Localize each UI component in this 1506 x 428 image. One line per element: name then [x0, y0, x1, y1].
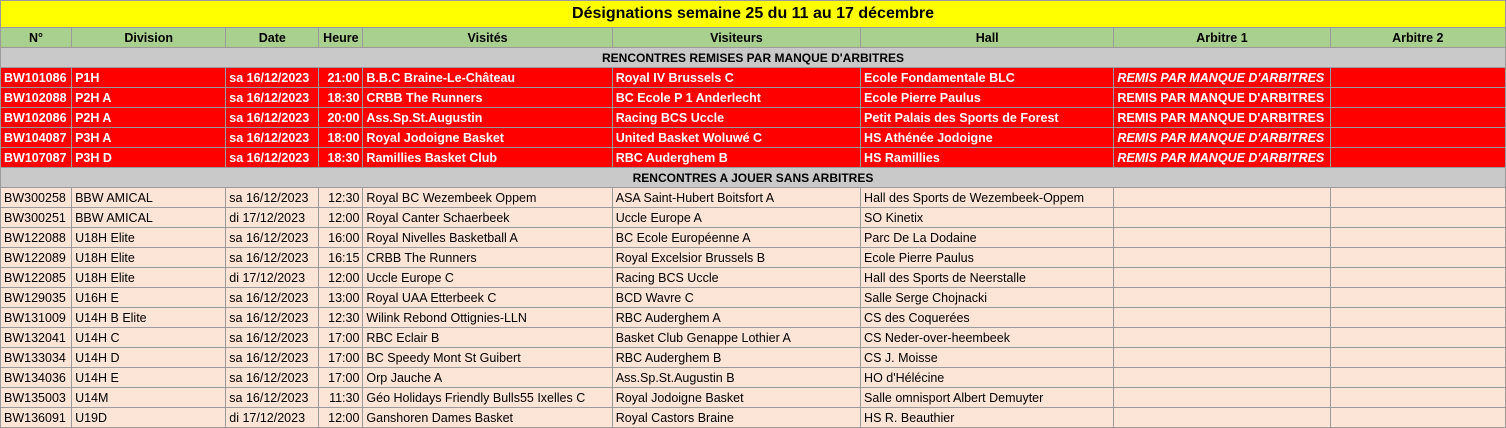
cell-visiteurs: Racing BCS Uccle: [612, 268, 860, 288]
cell-heure: 12:00: [319, 208, 363, 228]
cell-visiteurs: Uccle Europe A: [612, 208, 860, 228]
col-header-num: N°: [1, 28, 72, 48]
cell-visiteurs: Royal Jodoigne Basket: [612, 388, 860, 408]
cell-division: BBW AMICAL: [72, 208, 226, 228]
cell-num: BW132041: [1, 328, 72, 348]
cell-date: di 17/12/2023: [226, 208, 319, 228]
cell-date: di 17/12/2023: [226, 268, 319, 288]
match-row: [1, 228, 1506, 248]
cell-hall: Ecole Pierre Paulus: [861, 88, 1114, 108]
cell-date: di 17/12/2023: [226, 408, 319, 428]
cell-visiteurs: Royal IV Brussels C: [612, 68, 860, 88]
cell-visites: BC Speedy Mont St Guibert: [363, 348, 612, 368]
cell-visiteurs: Ass.Sp.St.Augustin B: [612, 368, 860, 388]
match-row: [1, 328, 1506, 348]
cell-visiteurs: ASA Saint-Hubert Boitsfort A: [612, 188, 860, 208]
cell-heure: 18:30: [319, 148, 363, 168]
match-row: [1, 248, 1506, 268]
cell-arbitre1: [1114, 328, 1330, 348]
cell-heure: 16:15: [319, 248, 363, 268]
cell-visiteurs: RBC Auderghem A: [612, 308, 860, 328]
cell-heure: 21:00: [319, 68, 363, 88]
cell-num: BW122089: [1, 248, 72, 268]
cell-date: sa 16/12/2023: [226, 328, 319, 348]
cell-num: BW135003: [1, 388, 72, 408]
cell-heure: 13:00: [319, 288, 363, 308]
cell-arbitre1: [1114, 368, 1330, 388]
cell-arbitre1: [1114, 408, 1330, 428]
cell-arbitre1: REMIS PAR MANQUE D'ARBITRES: [1114, 128, 1330, 148]
cell-hall: CS des Coquerées: [861, 308, 1114, 328]
cell-num: BW129035: [1, 288, 72, 308]
cell-num: BW136091: [1, 408, 72, 428]
cell-visiteurs: BC Ecole Européenne A: [612, 228, 860, 248]
cell-arbitre1: REMIS PAR MANQUE D'ARBITRES: [1114, 88, 1330, 108]
cell-visiteurs: BCD Wavre C: [612, 288, 860, 308]
col-header-heure: Heure: [319, 28, 363, 48]
col-header-hall: Hall: [861, 28, 1114, 48]
cell-num: BW102086: [1, 108, 72, 128]
cell-visites: Royal UAA Etterbeek C: [363, 288, 612, 308]
section-remises-title: RENCONTRES REMISES PAR MANQUE D'ARBITRES: [1, 48, 1506, 68]
cell-arbitre2: [1330, 328, 1505, 348]
cell-num: BW133034: [1, 348, 72, 368]
cell-heure: 20:00: [319, 108, 363, 128]
cell-division: P2H A: [72, 108, 226, 128]
match-row: [1, 268, 1506, 288]
remis-row: [1, 108, 1506, 128]
cell-hall: CS J. Moisse: [861, 348, 1114, 368]
cell-division: BBW AMICAL: [72, 188, 226, 208]
cell-arbitre2: [1330, 68, 1505, 88]
match-row: [1, 368, 1506, 388]
cell-arbitre2: [1330, 188, 1505, 208]
section-remises-row: [1, 48, 1506, 68]
page-title: Désignations semaine 25 du 11 au 17 décembre: [1, 1, 1506, 28]
cell-visites: Royal Nivelles Basketball A: [363, 228, 612, 248]
cell-division: U14M: [72, 388, 226, 408]
cell-division: U19D: [72, 408, 226, 428]
cell-arbitre2: [1330, 308, 1505, 328]
cell-arbitre1: [1114, 228, 1330, 248]
remis-row: [1, 128, 1506, 148]
cell-visites: Géo Holidays Friendly Bulls55 Ixelles C: [363, 388, 612, 408]
cell-visites: Uccle Europe C: [363, 268, 612, 288]
match-row: [1, 308, 1506, 328]
cell-date: sa 16/12/2023: [226, 348, 319, 368]
cell-num: BW104087: [1, 128, 72, 148]
cell-num: BW107087: [1, 148, 72, 168]
cell-date: sa 16/12/2023: [226, 188, 319, 208]
cell-visiteurs: Royal Excelsior Brussels B: [612, 248, 860, 268]
cell-arbitre1: REMIS PAR MANQUE D'ARBITRES: [1114, 108, 1330, 128]
col-header-visites: Visités: [363, 28, 612, 48]
cell-arbitre1: [1114, 348, 1330, 368]
cell-num: BW131009: [1, 308, 72, 328]
cell-heure: 12:30: [319, 308, 363, 328]
cell-arbitre2: [1330, 128, 1505, 148]
cell-hall: HS Ramillies: [861, 148, 1114, 168]
cell-arbitre2: [1330, 348, 1505, 368]
cell-date: sa 16/12/2023: [226, 368, 319, 388]
cell-arbitre2: [1330, 408, 1505, 428]
cell-arbitre2: [1330, 148, 1505, 168]
cell-division: U18H Elite: [72, 228, 226, 248]
cell-visiteurs: Basket Club Genappe Lothier A: [612, 328, 860, 348]
cell-heure: 11:30: [319, 388, 363, 408]
cell-division: U14H D: [72, 348, 226, 368]
cell-arbitre1: [1114, 208, 1330, 228]
cell-arbitre1: [1114, 188, 1330, 208]
cell-heure: 17:00: [319, 348, 363, 368]
cell-date: sa 16/12/2023: [226, 88, 319, 108]
remis-row: [1, 148, 1506, 168]
cell-heure: 12:00: [319, 268, 363, 288]
cell-arbitre2: [1330, 288, 1505, 308]
match-row: [1, 388, 1506, 408]
col-header-arbitre1: Arbitre 1: [1114, 28, 1330, 48]
cell-visites: CRBB The Runners: [363, 248, 612, 268]
col-header-division: Division: [72, 28, 226, 48]
cell-arbitre2: [1330, 88, 1505, 108]
header-row: [1, 28, 1506, 48]
cell-num: BW101086: [1, 68, 72, 88]
cell-arbitre2: [1330, 228, 1505, 248]
cell-division: P3H D: [72, 148, 226, 168]
cell-num: BW102088: [1, 88, 72, 108]
cell-visiteurs: BC Ecole P 1 Anderlecht: [612, 88, 860, 108]
cell-arbitre1: [1114, 308, 1330, 328]
cell-arbitre2: [1330, 368, 1505, 388]
cell-division: U14H C: [72, 328, 226, 348]
cell-visites: RBC Eclair B: [363, 328, 612, 348]
remis-row: [1, 68, 1506, 88]
cell-date: sa 16/12/2023: [226, 308, 319, 328]
col-header-visiteurs: Visiteurs: [612, 28, 860, 48]
cell-arbitre1: REMIS PAR MANQUE D'ARBITRES: [1114, 68, 1330, 88]
cell-date: sa 16/12/2023: [226, 68, 319, 88]
section-sans-arbitres-row: [1, 168, 1506, 188]
cell-arbitre1: [1114, 248, 1330, 268]
cell-division: U18H Elite: [72, 268, 226, 288]
cell-hall: Salle omnisport Albert Demuyter: [861, 388, 1114, 408]
cell-visites: Ass.Sp.St.Augustin: [363, 108, 612, 128]
cell-hall: HS R. Beauthier: [861, 408, 1114, 428]
cell-arbitre2: [1330, 208, 1505, 228]
cell-num: BW134036: [1, 368, 72, 388]
cell-date: sa 16/12/2023: [226, 388, 319, 408]
cell-visites: Ganshoren Dames Basket: [363, 408, 612, 428]
cell-heure: 16:00: [319, 228, 363, 248]
cell-division: P3H A: [72, 128, 226, 148]
cell-hall: Ecole Fondamentale BLC: [861, 68, 1114, 88]
match-row: [1, 348, 1506, 368]
cell-visiteurs: United Basket Woluwé C: [612, 128, 860, 148]
col-header-date: Date: [226, 28, 319, 48]
cell-date: sa 16/12/2023: [226, 228, 319, 248]
cell-visites: CRBB The Runners: [363, 88, 612, 108]
title-row: [1, 1, 1506, 28]
section-sans-arbitres-title: RENCONTRES A JOUER SANS ARBITRES: [1, 168, 1506, 188]
cell-date: sa 16/12/2023: [226, 248, 319, 268]
cell-visites: B.B.C Braine-Le-Château: [363, 68, 612, 88]
cell-hall: Hall des Sports de Neerstalle: [861, 268, 1114, 288]
cell-arbitre2: [1330, 388, 1505, 408]
cell-visites: Royal Jodoigne Basket: [363, 128, 612, 148]
cell-date: sa 16/12/2023: [226, 128, 319, 148]
cell-visites: Orp Jauche A: [363, 368, 612, 388]
cell-heure: 18:30: [319, 88, 363, 108]
cell-visites: Wilink Rebond Ottignies-LLN: [363, 308, 612, 328]
cell-hall: SO Kinetix: [861, 208, 1114, 228]
cell-division: U18H Elite: [72, 248, 226, 268]
cell-hall: Salle Serge Chojnacki: [861, 288, 1114, 308]
cell-arbitre2: [1330, 268, 1505, 288]
match-row: [1, 188, 1506, 208]
col-header-arbitre2: Arbitre 2: [1330, 28, 1505, 48]
cell-date: sa 16/12/2023: [226, 148, 319, 168]
cell-heure: 17:00: [319, 368, 363, 388]
cell-division: P2H A: [72, 88, 226, 108]
cell-heure: 18:00: [319, 128, 363, 148]
cell-division: U14H B Elite: [72, 308, 226, 328]
match-row: [1, 208, 1506, 228]
cell-arbitre1: [1114, 388, 1330, 408]
cell-visiteurs: Royal Castors Braine: [612, 408, 860, 428]
cell-arbitre2: [1330, 108, 1505, 128]
cell-visiteurs: RBC Auderghem B: [612, 348, 860, 368]
cell-date: sa 16/12/2023: [226, 288, 319, 308]
cell-arbitre1: [1114, 268, 1330, 288]
match-row: [1, 408, 1506, 428]
cell-date: sa 16/12/2023: [226, 108, 319, 128]
cell-division: U16H E: [72, 288, 226, 308]
cell-num: BW300251: [1, 208, 72, 228]
cell-arbitre1: REMIS PAR MANQUE D'ARBITRES: [1114, 148, 1330, 168]
cell-num: BW122088: [1, 228, 72, 248]
cell-heure: 12:00: [319, 408, 363, 428]
cell-hall: HO d'Hélécine: [861, 368, 1114, 388]
cell-hall: Petit Palais des Sports de Forest: [861, 108, 1114, 128]
match-row: [1, 288, 1506, 308]
cell-hall: HS Athénée Jodoigne: [861, 128, 1114, 148]
cell-visites: Ramillies Basket Club: [363, 148, 612, 168]
cell-hall: CS Neder-over-heembeek: [861, 328, 1114, 348]
cell-division: P1H: [72, 68, 226, 88]
cell-arbitre2: [1330, 248, 1505, 268]
cell-heure: 12:30: [319, 188, 363, 208]
cell-arbitre1: [1114, 288, 1330, 308]
cell-hall: Parc De La Dodaine: [861, 228, 1114, 248]
cell-num: BW300258: [1, 188, 72, 208]
cell-hall: Ecole Pierre Paulus: [861, 248, 1114, 268]
cell-visites: Royal Canter Schaerbeek: [363, 208, 612, 228]
cell-division: U14H E: [72, 368, 226, 388]
cell-heure: 17:00: [319, 328, 363, 348]
cell-num: BW122085: [1, 268, 72, 288]
cell-visites: Royal BC Wezembeek Oppem: [363, 188, 612, 208]
cell-visiteurs: RBC Auderghem B: [612, 148, 860, 168]
cell-hall: Hall des Sports de Wezembeek-Oppem: [861, 188, 1114, 208]
remis-row: [1, 88, 1506, 108]
cell-visiteurs: Racing BCS Uccle: [612, 108, 860, 128]
